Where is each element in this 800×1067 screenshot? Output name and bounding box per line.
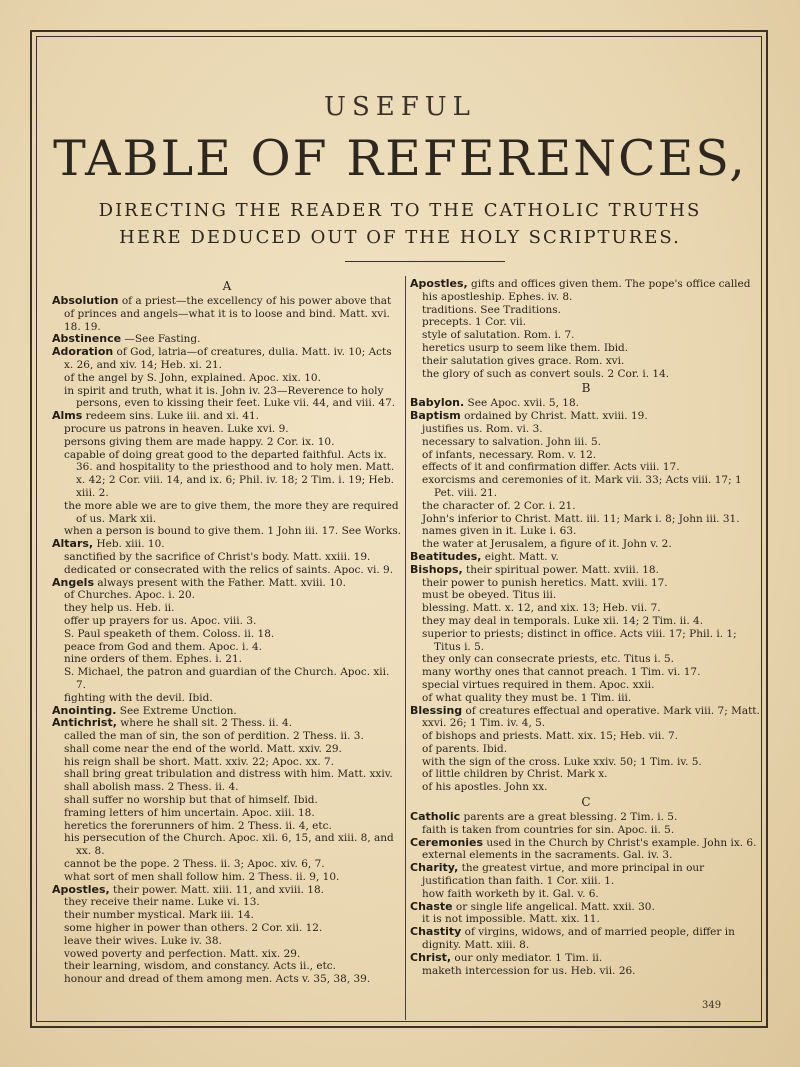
entry-main bbox=[410, 926, 762, 952]
entry-subline: how faith worketh by it. Gal. v. 6. bbox=[422, 887, 599, 900]
entry-heading: Christ, bbox=[410, 950, 452, 964]
page-number: 349 bbox=[702, 1000, 722, 1011]
entry-heading: Baptism bbox=[410, 409, 461, 423]
index-entry bbox=[410, 811, 762, 837]
entry-subline: S. Paul speaketh of them. Coloss. ii. 18. bbox=[64, 627, 275, 640]
index-entry bbox=[52, 577, 402, 705]
entry-subline: faith is taken from countries for sin. Apoc. ii. 5. bbox=[422, 823, 675, 836]
entry-heading: Charity, bbox=[410, 861, 459, 875]
entry-subline: shall come near the end of the world. Matt. xxiv. 29. bbox=[64, 742, 342, 755]
entry-main bbox=[410, 705, 762, 731]
index-entry bbox=[52, 884, 402, 986]
entry-main bbox=[410, 901, 762, 914]
entry-subline: external elements in the sacraments. Gal. iv. 3. bbox=[422, 849, 673, 862]
entry-subline: blessing. Matt. x. 12, and xix. 13; Heb. vii. 7. bbox=[422, 602, 661, 615]
entry-heading: Beatitudes, bbox=[410, 549, 482, 563]
entry-subline: of infants, necessary. Rom. v. 12. bbox=[422, 448, 597, 461]
entry-heading: Babylon. bbox=[410, 396, 465, 410]
entry-subline: necessary to salvation. John iii. 5. bbox=[422, 435, 601, 448]
entry-subline: it is not impossible. Matt. xix. 11. bbox=[422, 913, 600, 926]
entry-heading: Abstinence bbox=[52, 332, 122, 346]
entry-main bbox=[410, 811, 762, 824]
column-divider bbox=[405, 276, 406, 1020]
entry-heading: Catholic bbox=[410, 810, 461, 824]
entry-subline: the more able we are to give them, the more they are required of us. Mark xii. bbox=[64, 499, 399, 525]
entry-subline: procure us patrons in heaven. Luke xvi. 9. bbox=[64, 422, 289, 435]
index-entry bbox=[52, 346, 402, 410]
entry-heading: Blessing bbox=[410, 703, 463, 717]
entry-text: eight. Matt. v. bbox=[481, 550, 559, 563]
entry-text: of creatures effectual and operative. Mark viii. 7; Matt. xxvi. 26; 1 Tim. iv. 4, 5. bbox=[422, 704, 760, 730]
entry-text: —See Fasting. bbox=[121, 333, 201, 346]
index-entry bbox=[410, 862, 762, 900]
entry-subline: names given in it. Luke i. 63. bbox=[422, 525, 577, 538]
entry-subline: his reign shall be short. Matt. xxiv. 22; Apoc. xx. 7. bbox=[64, 755, 335, 768]
entry-subline: of the angel by S. John, explained. Apoc. xix. 10. bbox=[64, 371, 321, 384]
entry-subline: shall bring great tribulation and distress with him. Matt. xxiv. bbox=[64, 768, 393, 781]
right-column bbox=[410, 278, 762, 977]
section-letter: A bbox=[222, 279, 232, 293]
entry-subline: framing letters of him uncertain. Apoc. xiii. 18. bbox=[64, 806, 315, 819]
entry-subline: of parents. Ibid. bbox=[422, 742, 508, 755]
entry-main bbox=[52, 295, 402, 333]
entry-subline: honour and dread of them among men. Acts v. 35, 38, 39. bbox=[64, 973, 371, 986]
index-entry bbox=[52, 538, 402, 576]
entry-text: Heb. xiii. 10. bbox=[93, 538, 165, 551]
entry-subline: John's inferior to Christ. Matt. iii. 11; Mark i. 8; John iii. 31. bbox=[422, 512, 740, 525]
entry-subline: justifies us. Rom. vi. 3. bbox=[422, 422, 543, 435]
entry-text: their power. Matt. xiii. 11, and xviii. 18. bbox=[109, 883, 324, 896]
index-entry bbox=[410, 952, 762, 978]
entry-subline: in spirit and truth, what it is. John iv. 23—Reverence to holy persons, even to kissing their feet. Luke vii. 44, and viii. 47. bbox=[64, 384, 396, 410]
entry-main bbox=[410, 837, 762, 850]
entry-text: of virgins, widows, and of married people, differ in dignity. Matt. xiii. 8. bbox=[422, 926, 735, 952]
subtitle-line-1: DIRECTING THE READER TO THE CATHOLIC TRUTHS bbox=[98, 200, 702, 221]
entry-subline: their power to punish heretics. Matt. xviii. 17. bbox=[422, 576, 668, 589]
entry-heading: Apostles, bbox=[410, 277, 468, 290]
entry-subline: precepts. 1 Cor. vii. bbox=[422, 316, 526, 329]
entry-heading: Bishops, bbox=[410, 562, 463, 576]
entry-main bbox=[410, 564, 762, 577]
index-entry bbox=[410, 837, 762, 863]
page-title: TABLE OF REFERENCES, bbox=[53, 130, 747, 187]
index-entry bbox=[410, 397, 762, 410]
entry-subline: when a person is bound to give them. 1 John iii. 17. See Works. bbox=[64, 525, 402, 538]
entry-subline: what sort of men shall follow him. 2 Thess. ii. 9, 10. bbox=[64, 870, 340, 883]
entry-subline: they help us. Heb. ii. bbox=[64, 602, 175, 615]
entry-text: redeem sins. Luke iii. and xi. 41. bbox=[82, 410, 260, 423]
entry-text: where he shall sit. 2 Thess. ii. 4. bbox=[116, 717, 293, 730]
entry-subline: S. Michael, the patron and guardian of the Church. Apoc. xii. 7. bbox=[64, 666, 390, 691]
section-letter: C bbox=[581, 795, 591, 810]
entry-heading: Apostles, bbox=[52, 882, 110, 896]
entry-text: or single life angelical. Matt. xxii. 30. bbox=[452, 900, 655, 913]
entry-subline: their learning, wisdom, and constancy. Acts ii., etc. bbox=[64, 960, 337, 973]
entry-text: of a priest—the excellency of his power above that of princes and angels—what it is to loose and bind. Matt. xvi. 18. 19. bbox=[64, 295, 392, 333]
entry-subline: they only can consecrate priests, etc. Titus i. 5. bbox=[422, 653, 675, 666]
entry-subline: his persecution of the Church. Apoc. xii. 6, 15, and xiii. 8, and xx. 8. bbox=[64, 832, 394, 858]
entry-main bbox=[52, 717, 402, 730]
entry-text: the greatest virtue, and more principal in our justification than faith. 1 Cor. xiii. 1. bbox=[422, 862, 705, 888]
entry-heading: Anointing. bbox=[52, 703, 117, 717]
entry-subline: nine orders of them. Ephes. i. 21. bbox=[64, 653, 242, 666]
entry-heading: Angels bbox=[52, 575, 94, 589]
entry-subline: of what quality they must be. 1 Tim. iii. bbox=[422, 691, 632, 704]
entry-subline: the character of. 2 Cor. i. 21. bbox=[422, 499, 576, 512]
left-column bbox=[52, 278, 402, 986]
entry-subline: traditions. See Traditions. bbox=[422, 303, 562, 316]
entry-heading: Alms bbox=[52, 409, 83, 423]
entry-subline: of Churches. Apoc. i. 20. bbox=[64, 589, 195, 602]
entry-text: See Apoc. xvii. 5, 18. bbox=[464, 397, 579, 410]
index-entry bbox=[52, 717, 402, 883]
index-entry bbox=[410, 410, 762, 551]
entry-subline: leave their wives. Luke iv. 38. bbox=[64, 934, 222, 947]
entry-main bbox=[52, 410, 402, 423]
index-entry bbox=[52, 295, 402, 333]
entry-text: of God, latria—of creatures, dulia. Matt. iv. 10; Acts x. 26, and xiv. 14; Heb. xi. 21. bbox=[64, 346, 392, 371]
index-entry bbox=[410, 901, 762, 927]
entry-heading: Chastity bbox=[410, 925, 462, 939]
index-entry bbox=[410, 278, 762, 380]
entry-subline: of his apostles. John xx. bbox=[422, 781, 548, 794]
entry-heading: Antichrist, bbox=[52, 716, 117, 730]
entry-subline: capable of doing great good to the departed faithful. Acts ix. 36. and hospitality to the priesthood and to holy men. Matt. x. 42; 2 Cor. viii. 14, and ix. 6; Phil. iv. 18; 2 Tim. i. 19; Heb. xiii. 2. bbox=[64, 448, 395, 499]
entry-subline: their salutation gives grace. Rom. xvi. bbox=[422, 354, 625, 367]
entry-text: ordained by Christ. Matt. xviii. 19. bbox=[460, 410, 648, 423]
entry-subline: cannot be the pope. 2 Thess. ii. 3; Apoc. xiv. 6, 7. bbox=[64, 858, 325, 871]
entry-heading: Altars, bbox=[52, 537, 94, 551]
index-entry bbox=[410, 551, 762, 564]
entry-heading: Ceremonies bbox=[410, 835, 484, 849]
entry-main bbox=[52, 538, 402, 551]
entry-text: parents are a great blessing. 2 Tim. i. 5. bbox=[460, 811, 678, 824]
entry-main bbox=[410, 278, 762, 304]
entry-main bbox=[410, 952, 762, 965]
subtitle-line-2: HERE DEDUCED OUT OF THE HOLY SCRIPTURES. bbox=[119, 227, 681, 248]
entry-text: always present with the Father. Matt. xviii. 10. bbox=[94, 576, 346, 589]
entry-text: used in the Church by Christ's example. John ix. 6. bbox=[483, 836, 757, 849]
entry-subline: they receive their name. Luke vi. 13. bbox=[64, 896, 260, 909]
entry-subline: dedicated or consecrated with the relics of saints. Apoc. vi. 9. bbox=[64, 563, 394, 576]
index-entry bbox=[410, 926, 762, 952]
entry-main bbox=[410, 862, 762, 888]
entry-subline: special virtues required in them. Apoc. xxii. bbox=[422, 678, 655, 691]
entry-subline: superior to priests; distinct in office. Acts viii. 17; Phil. i. 1; Titus i. 5. bbox=[422, 627, 737, 653]
entry-heading: Chaste bbox=[410, 899, 453, 913]
entry-subline: persons giving them are made happy. 2 Cor. ix. 10. bbox=[64, 435, 335, 448]
entry-subline: heretics usurp to seem like them. Ibid. bbox=[422, 341, 629, 354]
entry-subline: maketh intercession for us. Heb. vii. 26. bbox=[422, 964, 636, 977]
entry-text: See Extreme Unction. bbox=[116, 704, 237, 717]
entry-main bbox=[410, 551, 762, 564]
entry-subline: some higher in power than others. 2 Cor. xii. 12. bbox=[64, 922, 323, 935]
entry-heading: Absolution bbox=[52, 294, 119, 307]
entry-subline: shall abolish mass. 2 Thess. ii. 4. bbox=[64, 781, 239, 794]
entry-text: their spiritual power. Matt. xviii. 18. bbox=[462, 563, 659, 576]
index-entry bbox=[410, 705, 762, 795]
entry-subline: style of salutation. Rom. i. 7. bbox=[422, 329, 575, 342]
index-entry bbox=[52, 410, 402, 538]
entry-main bbox=[52, 884, 402, 897]
entry-subline: many worthy ones that cannot preach. 1 Tim. vi. 17. bbox=[422, 666, 701, 679]
entry-subline: they may deal in temporals. Luke xii. 14; 2 Tim. ii. 4. bbox=[422, 614, 704, 627]
entry-subline: of bishops and priests. Matt. xix. 15; Heb. vii. 7. bbox=[422, 730, 678, 743]
entry-subline: shall suffer no worship but that of himself. Ibid. bbox=[64, 794, 318, 807]
section-letter: B bbox=[581, 381, 591, 396]
entry-main bbox=[52, 577, 402, 590]
entry-subline: effects of it and confirmation differ. Acts viii. 17. bbox=[422, 461, 680, 474]
entry-subline: vowed poverty and perfection. Matt. xix. 29. bbox=[64, 947, 301, 960]
entry-subline: sanctified by the sacrifice of Christ's body. Matt. xxiii. 19. bbox=[64, 550, 371, 563]
entry-subline: with the sign of the cross. Luke xxiv. 50; 1 Tim. iv. 5. bbox=[422, 755, 702, 768]
entry-subline: heretics the forerunners of him. 2 Thess. ii. 4, etc. bbox=[64, 819, 332, 832]
entry-subline: the water at Jerusalem, a figure of it. John v. 2. bbox=[422, 538, 672, 551]
entry-main bbox=[52, 346, 402, 372]
entry-heading: Adoration bbox=[52, 345, 114, 359]
entry-text: gifts and offices given them. The pope's office called his apostleship. Ephes. iv. 8. bbox=[422, 278, 751, 303]
entry-subline: of little children by Christ. Mark x. bbox=[422, 768, 608, 781]
entry-subline: peace from God and them. Apoc. i. 4. bbox=[64, 640, 263, 653]
entry-subline: called the man of sin, the son of perdition. 2 Thess. ii. 3. bbox=[64, 730, 364, 743]
entry-subline: exorcisms and ceremonies of it. Mark vii. 33; Acts viii. 17; 1 Pet. viii. 21. bbox=[422, 474, 742, 499]
entry-subline: their number mystical. Mark iii. 14. bbox=[64, 909, 254, 922]
entry-main bbox=[410, 410, 762, 423]
index-entry bbox=[410, 564, 762, 705]
title-rule bbox=[345, 261, 505, 262]
entry-subline: the glory of such as convert souls. 2 Cor. i. 14. bbox=[422, 367, 670, 380]
title-useful: USEFUL bbox=[324, 92, 476, 122]
entry-subline: fighting with the devil. Ibid. bbox=[64, 691, 213, 704]
entry-subline: must be obeyed. Titus iii. bbox=[422, 589, 557, 602]
entry-main bbox=[410, 397, 762, 410]
entry-text: our only mediator. 1 Tim. ii. bbox=[451, 951, 603, 964]
entry-subline: offer up prayers for us. Apoc. viii. 3. bbox=[64, 614, 257, 627]
